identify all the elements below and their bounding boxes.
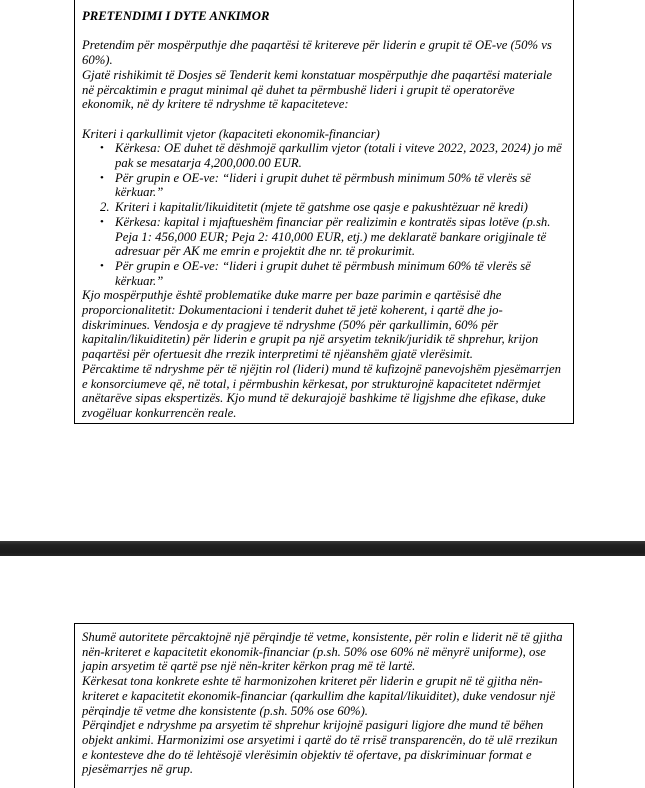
bullet-icon: • <box>100 259 104 272</box>
list-number: 2. <box>100 200 110 215</box>
bullet-text: Për grupin e OE-ve: “lideri i grupit duhet të përmbush minimum 50% të vlerës së kërkuar.” <box>115 170 531 200</box>
criterion-2-bullet <box>82 259 565 288</box>
request-paragraph: Shumë autoritete përcaktojnë një përqindje të vetme, konsistente, për rolin e liderit në të gjitha nën-kriteret e kapacitetit ekonomik-financiar (p.sh. 50% ose 60% në mënyrë uniforme), ose japin arsyetim të qartë pse një nën-kriter kërkon prag më të lartë. <box>82 630 563 674</box>
claim-analysis-paragraph: Kjo mospërputhje është problematike duke marre per baze parimin e qartësisë dhe proporcionalitetit: Dokumentacioni i tenderit duhet të jetë koherent, i qartë dhe jo-diskriminues. Vendosja e dy pragjeve të ndryshme (50% për qarkullimin, 60% për kapitalin/likuiditetin) për liderin e grupit pa një arsyetim teknik/juridik të shprehur, krijon paqartësi për ofertuesit dhe rrezik interpretimi të njëanshëm gjatë vlerësimit. <box>82 288 539 362</box>
request-section-box <box>74 623 574 788</box>
claim-intro-paragraph: Gjatë rishikimit të Dosjes së Tenderit kemi konstatuar mospërputhje dhe paqartësi materiale në përcaktimin e pragut minimal që duhet ta përmbushë lideri i grupit të operatorëve ekonomik, në dy kritere të ndryshme të kapaciteteve: <box>82 67 552 112</box>
spacer <box>82 112 565 127</box>
criterion-2-heading: Kriteri i kapitalit/likuiditetit (mjete të gatshme ose qasje e pakushtëzuar në kredi) <box>115 200 528 215</box>
bullet-icon: • <box>100 171 104 184</box>
request-paragraph: Kërkesat tona konkrete eshte të harmonizohen kriteret për liderin e grupit në të gjitha nën-kriteret e kapacitetit ekonomik-financiar (qarkullim dhe kapital/likuiditet), duke vendosur një përqindje të vetme dhe konsistente (p.sh. 50% ose 60%). <box>82 674 556 718</box>
bullet-text: Kërkesa: OE duhet të dëshmojë qarkullim vjetor (totali i viteve 2022, 2023, 2024) jo më pak se mesatarja 4,200,000.00 EUR. <box>115 141 562 170</box>
request-paragraph: Përqindjet e ndryshme pa arsyetim të shprehur krijojnë pasiguri ligjore dhe mund të bëhen objekt ankimi. Harmonizimi ose arsyetimi i qartë do të rrisë transparencën, do të ulë rrezikun e kontesteve dhe do të lehtësojë vlerësimin objektiv të ofertave, pa diskriminuar format e pjesëmarrjes në grup. <box>82 718 558 777</box>
claim-section-box <box>74 0 574 424</box>
criterion-1-heading: Kriteri i qarkullimit vjetor (kapaciteti ekonomik-financiar) <box>82 126 380 141</box>
claim-analysis-paragraph: Përcaktime të ndryshme për të njëjtin rol (lideri) mund të kufizojnë panevojshëm pjesëmarrjen e konsorciumeve që, në total, i përmbushin kërkesat, por strukturojnë kapacitetet ndërmjet anëtarëve sipas ekspertizës. Kjo mund të dekurajojë bashkime të ligjshme dhe efikase, duke zvogëluar konkurrencën reale. <box>82 361 561 420</box>
criterion-2-heading-item <box>82 200 565 215</box>
bullet-icon: • <box>100 215 104 228</box>
claim-title: PRETENDIMI I DYTE ANKIMOR <box>82 9 270 23</box>
criterion-2-bullet <box>82 215 565 259</box>
bullet-text: Kërkesa: kapital i mjaftueshëm financiar për realizimin e kontratës sipas lotëve (p.sh. Peja 1: 456,000 EUR; Peja 2: 410,000 EUR, etj.) me deklaratë bankare origjinale të adresuar për AK me emrin e projektit dhe nr. të prokurimit. <box>115 214 551 259</box>
criterion-1-bullet <box>82 141 565 170</box>
bullet-text: Për grupin e OE-ve: “lideri i grupit duhet të përmbush minimum 60% të vlerës së kërkuar.” <box>115 258 531 288</box>
criterion-1-bullet <box>82 171 565 200</box>
claim-intro-paragraph: Pretendim për mospërputhje dhe paqartësi të kritereve për liderin e grupit të OE-ve (50% vs 60%). <box>82 38 552 68</box>
section-divider-bar <box>0 541 645 556</box>
bullet-icon: • <box>100 142 104 155</box>
spacer <box>82 24 565 39</box>
